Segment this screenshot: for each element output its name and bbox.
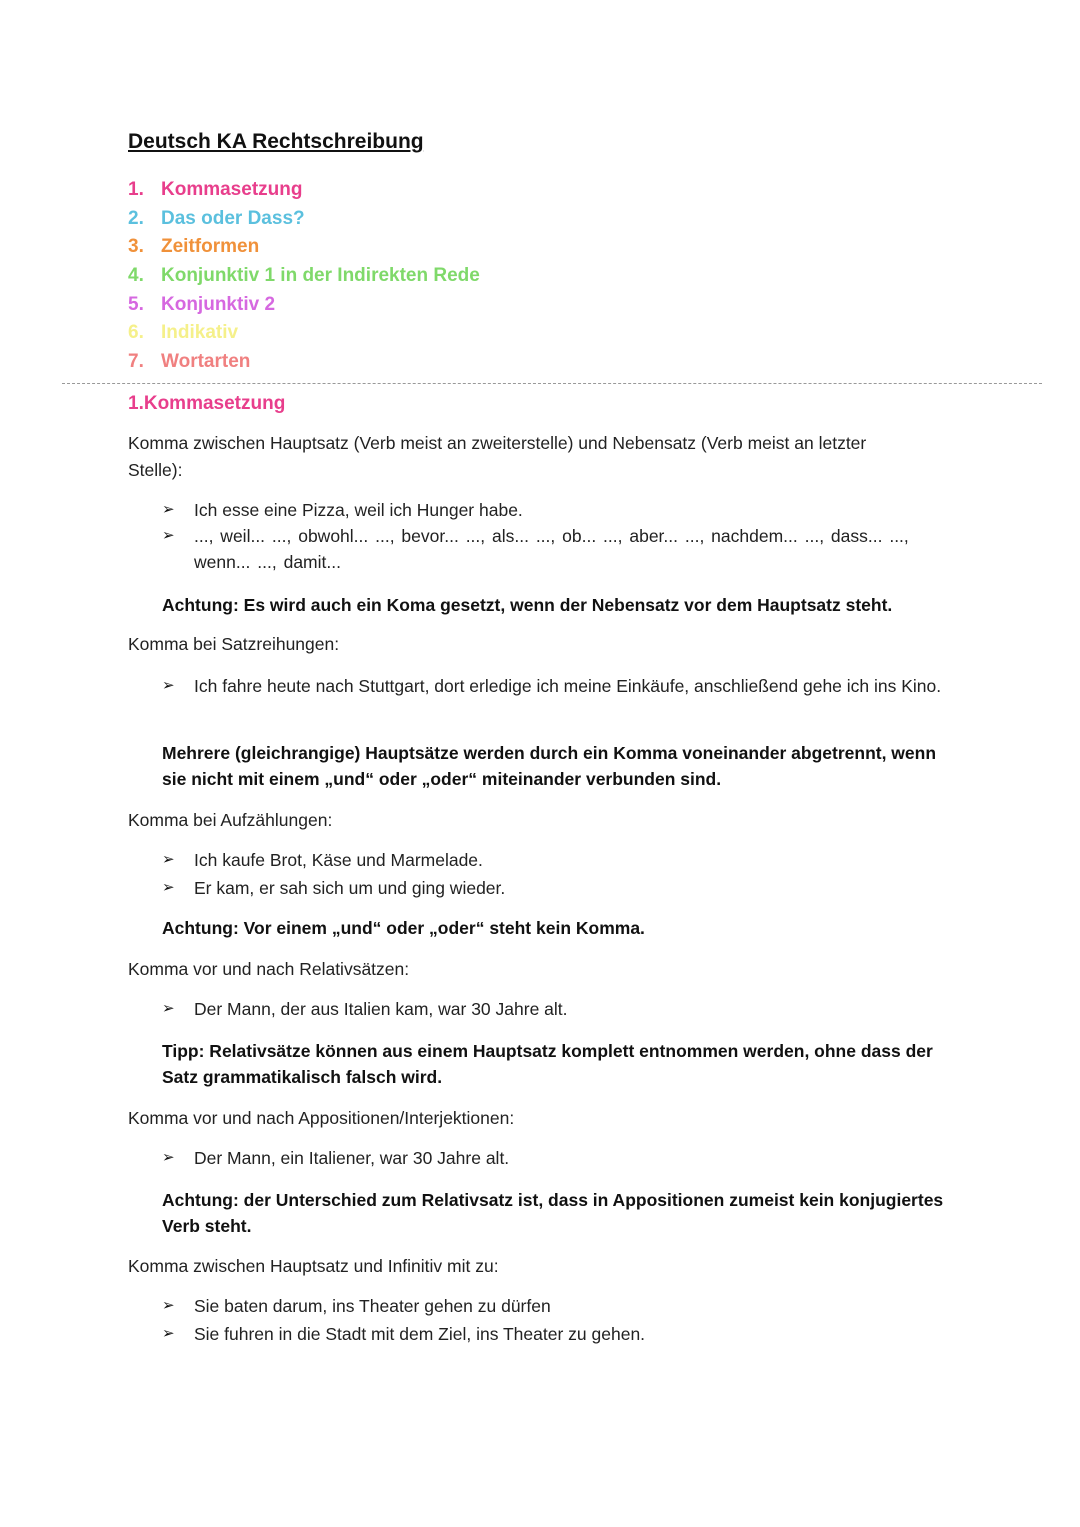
table-of-contents xyxy=(128,176,480,377)
rule-intro-enumerations: Komma bei Aufzählungen: xyxy=(128,810,333,830)
toc-label: Zeitformen xyxy=(161,236,260,258)
toc-number: 7. xyxy=(128,351,144,373)
arrowhead-bullet-icon: ➢ xyxy=(162,527,175,544)
rule-intro-relative-clauses: Komma vor und nach Relativsätzen: xyxy=(128,959,410,979)
arrowhead-bullet-icon: ➢ xyxy=(162,879,175,896)
list-item: ➢ Ich fahre heute nach Stuttgart, dort erledige ich meine Einkäufe, anschließend gehe ich ins Kino. xyxy=(162,673,952,699)
list-item: ➢ Der Mann, der aus Italien kam, war 30 Jahre alt. xyxy=(162,996,952,1022)
note-text: Achtung: Vor einem „und“ oder „oder“ steht kein Komma. xyxy=(162,918,645,938)
list-item: ➢ Sie baten darum, ins Theater gehen zu dürfen xyxy=(162,1293,952,1319)
toc-number: 1. xyxy=(128,179,144,200)
rule-intro-sentence-series: Komma bei Satzreihungen: xyxy=(128,634,340,654)
toc-number: 3. xyxy=(128,236,144,258)
rule-intro-appositions: Komma vor und nach Appositionen/Interjektionen: xyxy=(128,1108,515,1128)
section-heading: 1.Kommasetzung xyxy=(128,393,286,414)
note-text: Achtung: Es wird auch ein Koma gesetzt, wenn der Nebensatz vor dem Hauptsatz steht. xyxy=(162,595,893,615)
toc-label: Wortarten xyxy=(161,351,251,373)
toc-item-2 xyxy=(128,205,480,234)
toc-number: 4. xyxy=(128,265,144,287)
arrowhead-bullet-icon: ➢ xyxy=(162,1325,175,1342)
toc-label: Das oder Dass? xyxy=(161,207,305,229)
toc-item-5 xyxy=(128,291,480,320)
toc-item-7 xyxy=(128,348,480,377)
list-item: ➢ Sie fuhren in die Stadt mit dem Ziel, ins Theater zu gehen. xyxy=(162,1321,952,1347)
example-list xyxy=(162,497,952,575)
example-list xyxy=(162,996,952,1022)
section-divider xyxy=(62,383,1042,384)
example-list xyxy=(162,673,952,699)
toc-item-4 xyxy=(128,262,480,291)
note-text: Mehrere (gleichrangige) Hauptsätze werden durch ein Komma voneinander abgetrennt, wenn sie nicht mit einem „und“ oder „oder“ miteinander verbunden sind. xyxy=(162,743,937,789)
example-list xyxy=(162,1145,952,1171)
tip-text: Tipp: Relativsätze können aus einem Hauptsatz komplett entnommen werden, ohne dass der Satz grammatikalisch falsch wird. xyxy=(162,1041,933,1087)
arrowhead-bullet-icon: ➢ xyxy=(162,1297,175,1314)
example-list xyxy=(162,847,952,901)
list-item: ➢ Er kam, er sah sich um und ging wieder. xyxy=(162,875,952,901)
toc-label: Konjunktiv 2 xyxy=(161,293,276,315)
rule-intro-infinitive: Komma zwischen Hauptsatz und Infinitiv mit zu: xyxy=(128,1256,499,1276)
toc-item-6 xyxy=(128,319,480,348)
list-item: ➢ Ich kaufe Brot, Käse und Marmelade. xyxy=(162,847,952,873)
toc-number: 6. xyxy=(128,322,144,344)
rule-intro-main-sub-clause: Komma zwischen Hauptsatz (Verb meist an zweiterstelle) und Nebensatz (Verb meist an letzter Stelle): xyxy=(128,433,867,480)
example-list xyxy=(162,1293,952,1347)
note-text: Achtung: der Unterschied zum Relativsatz ist, dass in Appositionen zumeist kein konjugiertes Verb steht. xyxy=(162,1190,944,1236)
arrowhead-bullet-icon: ➢ xyxy=(162,851,175,868)
arrowhead-bullet-icon: ➢ xyxy=(162,1000,175,1017)
arrowhead-bullet-icon: ➢ xyxy=(162,677,175,694)
list-item: ➢ Der Mann, ein Italiener, war 30 Jahre alt. xyxy=(162,1145,952,1171)
document-title: Deutsch KA Rechtschreibung xyxy=(128,130,424,153)
toc-label: Indikativ xyxy=(161,322,239,344)
toc-number: 5. xyxy=(128,293,144,315)
list-item: ➢ Ich esse eine Pizza, weil ich Hunger habe. xyxy=(162,497,952,523)
toc-item-3 xyxy=(128,233,480,262)
toc-item-1 xyxy=(128,176,480,205)
toc-label: Kommasetzung xyxy=(161,179,303,200)
arrowhead-bullet-icon: ➢ xyxy=(162,1149,175,1166)
toc-label: Konjunktiv 1 in der Indirekten Rede xyxy=(161,265,480,287)
arrowhead-bullet-icon: ➢ xyxy=(162,501,175,518)
list-item: ➢ ..., weil... ..., obwohl... ..., bevor... ..., als... ..., ob... ..., aber... ..., nachdem... ..., dass... ..., wenn... ..., damit... xyxy=(162,523,952,575)
toc-number: 2. xyxy=(128,207,144,229)
